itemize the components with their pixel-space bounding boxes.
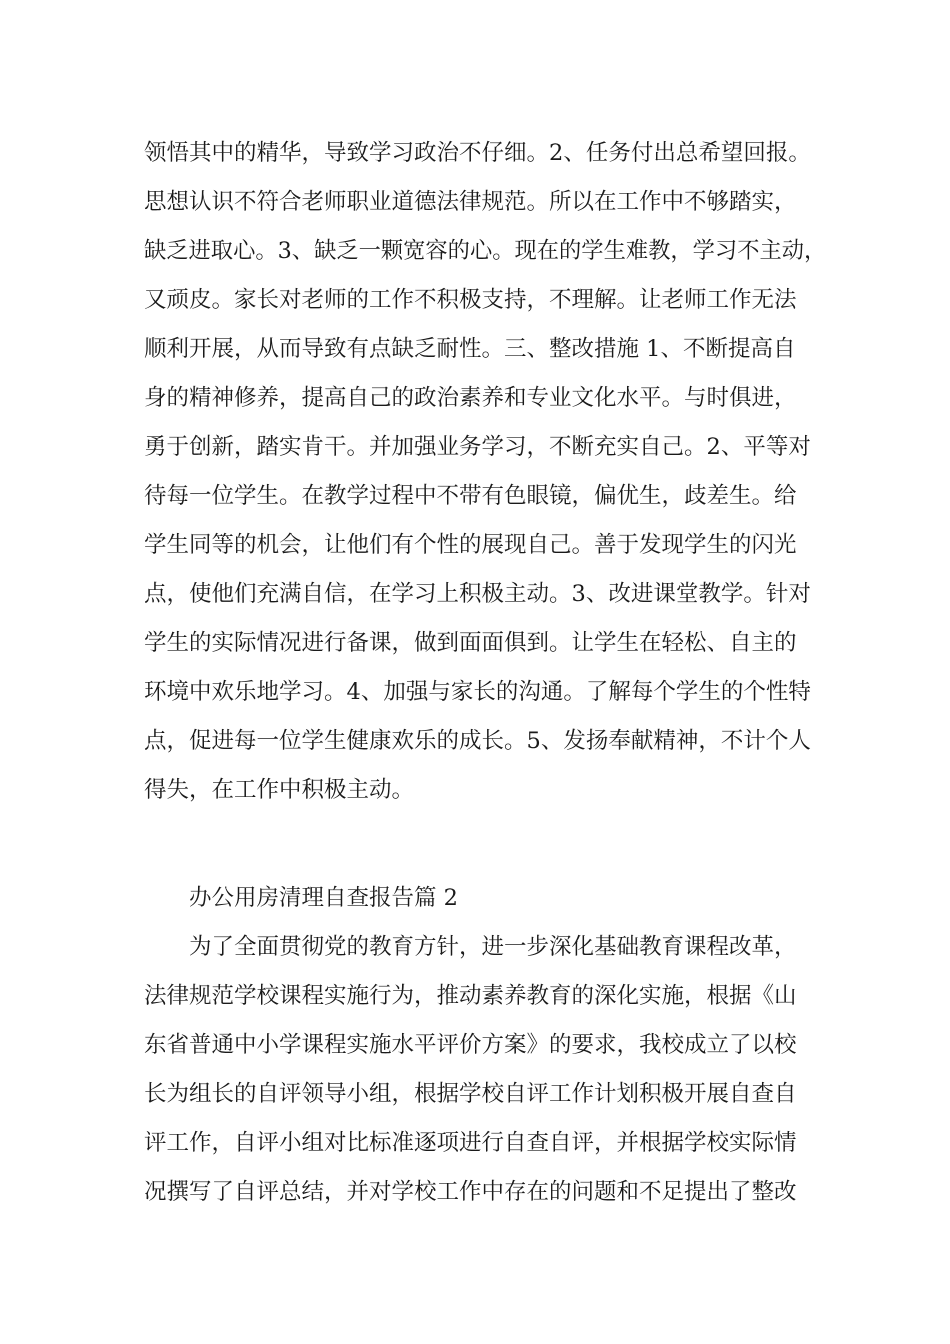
text-line-content: 为了全面贯彻党的教育方针，进一步深化基础教育课程改革， [189, 934, 797, 960]
text-line-content: 环境中欢乐地学习。4、加强与家长的沟通。了解每个学生的个性特 [144, 679, 811, 705]
text-line [0, 1177, 950, 1207]
text-line [0, 932, 950, 962]
text-line [0, 285, 950, 315]
text-line-content: 领悟其中的精华，导致学习政治不仔细。2、任务付出总希望回报。 [144, 140, 811, 166]
text-line [0, 334, 950, 364]
text-line [0, 726, 950, 756]
text-line [0, 677, 950, 707]
text-line [0, 775, 950, 805]
text-line [0, 187, 950, 217]
section-heading-text: 办公用房清理自查报告篇 2 [189, 885, 458, 911]
text-line [0, 138, 950, 168]
text-line-content: 法律规范学校课程实施行为，推动素养教育的深化实施，根据《山 [144, 983, 797, 1009]
text-line [0, 481, 950, 511]
text-line-content: 点，促进每一位学生健康欢乐的成长。5、发扬奉献精神，不计个人 [144, 728, 811, 754]
text-line [0, 579, 950, 609]
text-line-content: 身的精神修养，提高自己的政治素养和专业文化水平。与时俱进， [144, 385, 797, 411]
text-line-content: 东省普通中小学课程实施水平评价方案》的要求，我校成立了以校 [144, 1032, 797, 1058]
text-line [0, 1079, 950, 1109]
text-line-content: 又顽皮。家长对老师的工作不积极支持，不理解。让老师工作无法 [144, 287, 797, 313]
text-line-content: 长为组长的自评领导小组，根据学校自评工作计划积极开展自查自 [144, 1081, 797, 1107]
text-line-content: 学生的实际情况进行备课，做到面面俱到。让学生在轻松、自主的 [144, 630, 797, 656]
text-line [0, 236, 950, 266]
text-line-content: 缺乏进取心。3、缺乏一颗宽容的心。现在的学生难教，学习不主动， [144, 238, 827, 264]
text-line [0, 432, 950, 462]
text-line [0, 981, 950, 1011]
text-line-content: 况撰写了自评总结，并对学校工作中存在的问题和不足提出了整改 [144, 1179, 797, 1205]
text-line [0, 628, 950, 658]
section-heading [0, 883, 950, 913]
text-line-content: 点，使他们充满自信，在学习上积极主动。3、改进课堂教学。针对 [144, 581, 811, 607]
text-line-content: 顺利开展，从而导致有点缺乏耐性。三、整改措施 1、不断提高自 [144, 336, 796, 362]
text-line-content: 学生同等的机会，让他们有个性的展现自己。善于发现学生的闪光 [144, 532, 797, 558]
text-line [0, 1030, 950, 1060]
text-line-content: 思想认识不符合老师职业道德法律规范。所以在工作中不够踏实， [144, 189, 797, 215]
text-line [0, 1128, 950, 1158]
text-line-content: 待每一位学生。在教学过程中不带有色眼镜，偏优生，歧差生。给 [144, 483, 797, 509]
text-line [0, 383, 950, 413]
text-line-content: 评工作，自评小组对比标准逐项进行自查自评，并根据学校实际情 [144, 1130, 797, 1156]
text-line-content: 得失，在工作中积极主动。 [144, 777, 415, 803]
text-line [0, 530, 950, 560]
text-line-content: 勇于创新，踏实肯干。并加强业务学习，不断充实自己。2、平等对 [144, 434, 811, 460]
